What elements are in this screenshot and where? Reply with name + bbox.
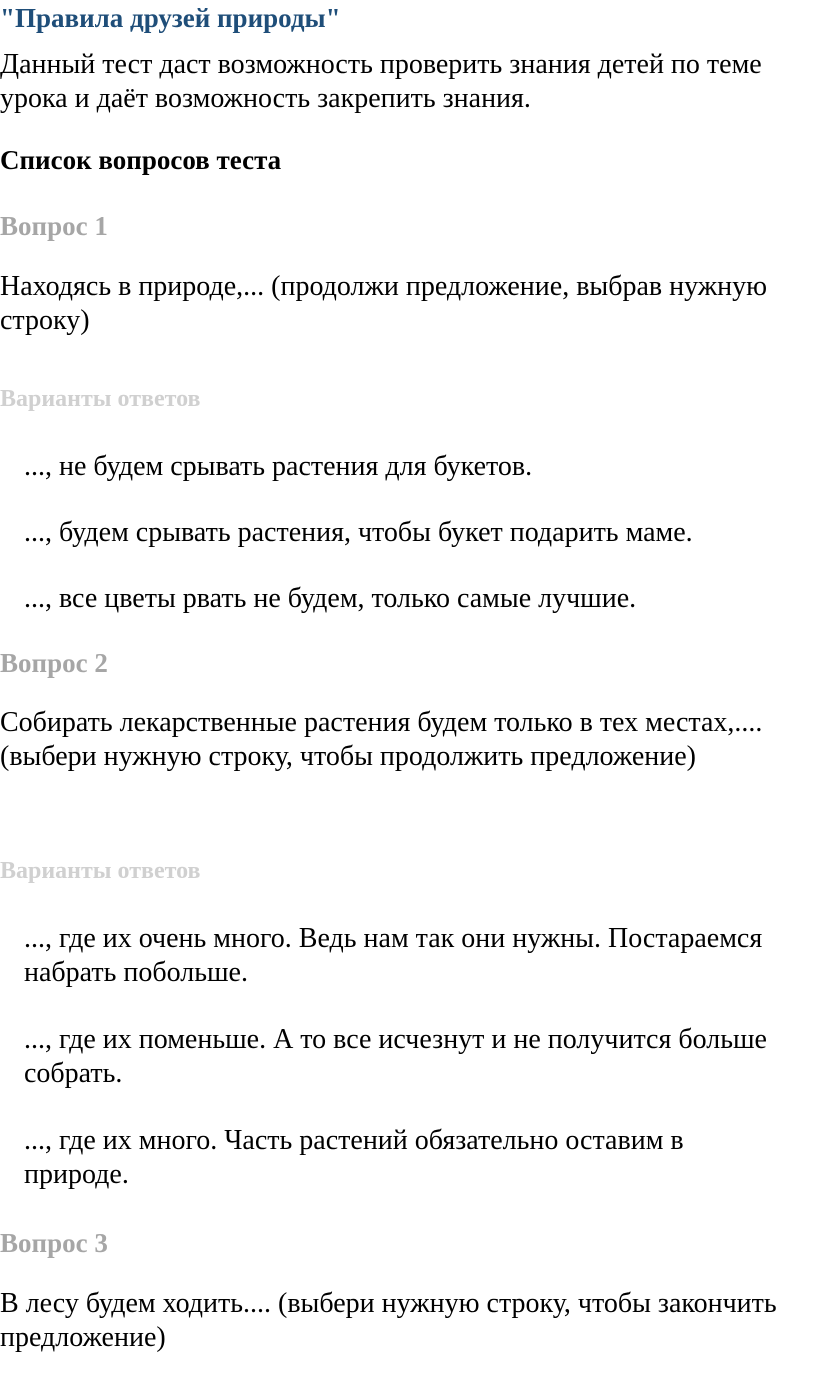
question-1-answer-1: ..., не будем срывать растения для букетов.: [24, 451, 533, 482]
question-2-answer-2: ..., где их поменьше. А то все исчезнут и не получится больше собрать.: [24, 1024, 767, 1089]
question-1-answers-label: Варианты ответов: [0, 386, 201, 412]
question-1-text: Находясь в природе,... (продолжи предложение, выбрав нужную строку): [0, 271, 767, 336]
question-1-answer-2: ..., будем срывать растения, чтобы букет подарить маме.: [24, 517, 693, 548]
question-3-label: Вопрос 3: [0, 1228, 108, 1258]
question-2-answer-1: ..., где их очень много. Ведь нам так они нужны. Постараемся набрать побольше.: [24, 923, 763, 988]
test-description: Данный тест даст возможность проверить знания детей по теме урока и даёт возможность закрепить знания.: [0, 49, 762, 114]
question-1-label: Вопрос 1: [0, 211, 108, 241]
question-2-label: Вопрос 2: [0, 648, 108, 678]
question-1-answer-3: ..., все цветы рвать не будем, только самые лучшие.: [24, 583, 637, 614]
question-3-text: В лесу будем ходить.... (выбери нужную строку, чтобы закончить предложение): [0, 1288, 777, 1353]
question-list-heading: Список вопросов теста: [0, 145, 282, 175]
question-2-answer-3: ..., где их много. Часть растений обязательно оставим в природе.: [24, 1125, 684, 1190]
document-title: "Правила друзей природы": [0, 3, 341, 33]
question-2-text: Собирать лекарственные растения будем только в тех местах,.... (выбери нужную строку, чтобы продолжить предложение): [0, 707, 763, 772]
question-2-answers-label: Варианты ответов: [0, 858, 201, 884]
